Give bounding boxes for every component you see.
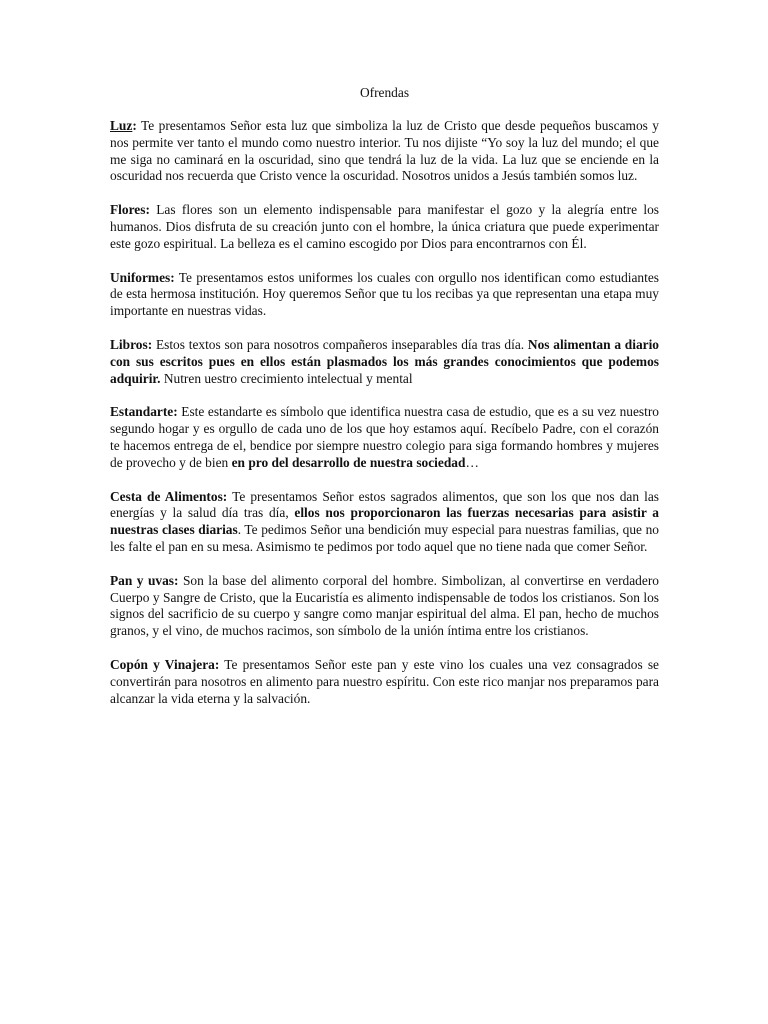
paragraph-text-estandarte: Este estandarte es símbolo que identifica nuestra casa de estudio, que es a su vez nuestro segundo hogar y es orgullo de cada uno de los que hoy estamos aquí. Recíbelo Padre, con el corazón te hacemos entrega de el, bendice por siempre nuestro colegio para siga formando hombres y mujeres de provecho y de bien xyxy=(110,404,659,470)
paragraph-libros xyxy=(110,337,659,387)
paragraph-lead-cesta: Cesta de Alimentos: xyxy=(110,488,228,504)
paragraph-bold-libros: Nos alimentan a diario con sus escritos pues en ellos están plasmados los más grandes conocimientos que podemos adquirir. xyxy=(110,336,659,386)
paragraph-text-luz: Te presentamos Señor esta luz que simboliza la luz de Cristo que desde pequeños buscamos y nos permite ver tanto el mundo como nuestro interior. Tu nos dijiste “Yo soy la luz del mundo; el que me siga no caminará en la oscuridad, sino que tendrá la luz de la vida. La luz que se enciende en la oscuridad nos recuerda que Cristo vence la oscuridad. Nosotros unidos a Jesús también somos luz. xyxy=(110,118,659,184)
paragraph-text-copon: Te presentamos Señor este pan y este vino los cuales una vez consagrados se convertirán para nosotros en alimento para nuestro espíritu. Con este rico manjar nos preparamos para alcanzar la vida eterna y la salvación. xyxy=(110,656,659,706)
paragraph-text-flores: Las flores son un elemento indispensable para manifestar el gozo y la alegría entre los humanos. Dios disfruta de su creación junto con el hombre, la única criatura que puede experimentar este gozo espiritual. La belleza es el camino escogido por Dios para encontrarnos con Él. xyxy=(110,202,659,251)
document-title: Ofrendas xyxy=(359,85,410,100)
paragraph-luz xyxy=(110,118,659,185)
paragraph-lead-flores: Flores: xyxy=(110,202,150,218)
paragraph-tail-cesta: . Te pedimos Señor una bendición muy especial para nuestras familias, que no les falte el pan en su mesa. Asimismo te pedimos por todo aquel que no tiene nada que comer Señor. xyxy=(110,522,659,554)
paragraph-pan xyxy=(110,573,659,640)
paragraph-text-libros: Estos textos son para nosotros compañeros inseparables día tras día. xyxy=(152,336,528,352)
paragraph-copon xyxy=(110,657,659,707)
paragraph-text-uniformes: Te presentamos estos uniformes los cuales con orgullo nos identifican como estudiantes de esta hermosa institución. Hoy queremos Señor que tu los recibas ya que representan una etapa muy importante en nuestras vidas. xyxy=(110,269,659,319)
paragraph-lead-luz: Luz xyxy=(110,118,133,133)
paragraph-cesta xyxy=(110,489,659,556)
paragraph-flores xyxy=(110,202,659,252)
paragraph-lead-libros: Libros: xyxy=(110,336,153,352)
paragraph-lead-estandarte: Estandarte: xyxy=(110,404,178,420)
paragraph-lead-uniformes: Uniformes: xyxy=(110,269,175,285)
paragraph-tail-estandarte: … xyxy=(465,454,479,470)
paragraph-bold-cesta: ellos nos proporcionaron las fuerzas necesarias para asistir a nuestras clases diarias xyxy=(110,505,659,538)
paragraph-lead-colon: : xyxy=(132,118,137,133)
paragraph-text-cesta: Te presentamos Señor estos sagrados alimentos, que son los que nos dan las energías y la salud día tras día, xyxy=(110,488,659,521)
paragraph-lead-copon: Copón y Vinajera: xyxy=(110,656,220,672)
paragraph-tail-libros: Nutren uestro crecimiento intelectual y mental xyxy=(160,370,413,386)
paragraph-text-pan: Son la base del alimento corporal del hombre. Simbolizan, al convertirse en verdadero Cuerpo y Sangre de Cristo, que la Eucaristía es alimento indispensable de todos los cristianos. Son los signos del sacrificio de su cuerpo y sangre como manjar espiritual del alma. El pan, hecho de muchos granos, y el vino, de muchos racimos, son símbolo de la unión íntima entre los cristianos. xyxy=(110,572,659,639)
paragraph-uniformes xyxy=(110,270,659,320)
paragraph-estandarte xyxy=(110,404,659,471)
paragraph-bold-estandarte: en pro del desarrollo de nuestra sociedad xyxy=(231,454,466,470)
paragraph-lead-pan: Pan y uvas: xyxy=(110,572,179,588)
